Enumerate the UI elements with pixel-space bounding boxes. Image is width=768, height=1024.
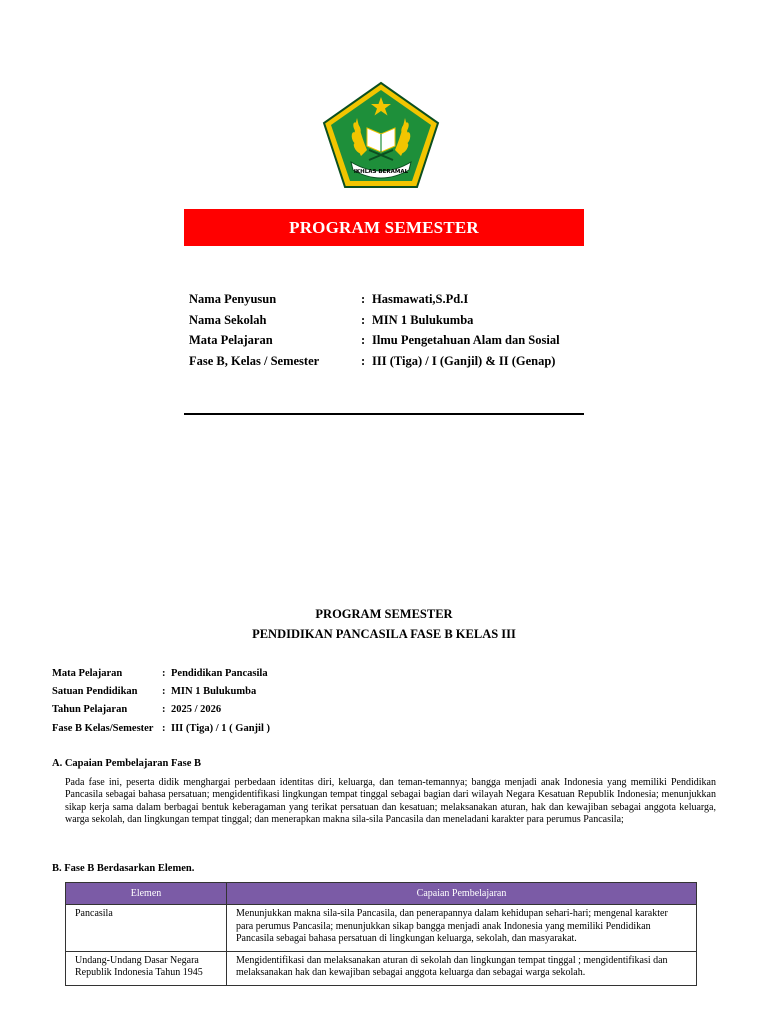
meta-colon: : xyxy=(162,704,166,716)
logo-motto: IKHLAS BERAMAL xyxy=(353,169,409,175)
cell-elemen: Pancasila xyxy=(66,905,227,952)
meta-value: 2025 / 2026 xyxy=(171,704,222,716)
meta-colon: : xyxy=(162,722,166,734)
table-row xyxy=(66,951,697,985)
cover-colon: : xyxy=(361,353,366,368)
doc-title: PROGRAM SEMESTER xyxy=(315,607,453,621)
cover-title: PROGRAM SEMESTER xyxy=(184,209,584,246)
cover-colon: : xyxy=(361,292,366,306)
cover-label: Nama Penyusun xyxy=(189,292,277,306)
meta-value: III (Tiga) / 1 ( Ganjil ) xyxy=(171,722,270,734)
section-a-paragraph: Pada fase ini, peserta didik menghargai perbedaan identitas diri, keluarga, dan teman-temannya; bangga menjadi anak Indonesia yang memiliki Pendidikan Pancasila sebagai bahasa persatuan; mengidentifikasi lingkungan tempat tinggal sebagai bagian dari wilayah Negara Kesatuan Republik Indonesia; menunjukkan sikap kerja sama dalam berbagai bentuk keberagaman yang terikat persatuan dan kesatuan; melaksanakan aturan, hak dan kewajiban sebagai anggota keluarga, warga sekolah, dan lingkungan tempat tinggal; dan menerapkan makna sila-sila Pancasila dan meneladani karakter para perumus Pancasila; xyxy=(65,777,716,825)
section-b-heading: B. Fase B Berdasarkan Elemen. xyxy=(52,863,195,874)
cover-value: Ilmu Pengetahuan Alam dan Sosial xyxy=(372,333,560,347)
cover-divider xyxy=(184,413,584,415)
cover-colon: : xyxy=(361,312,366,327)
meta-value: MIN 1 Bulukumba xyxy=(171,686,257,698)
meta-label: Tahun Pelajaran xyxy=(52,704,128,716)
meta-label: Satuan Pendidikan xyxy=(52,686,138,698)
cover-label: Fase B, Kelas / Semester xyxy=(189,353,320,368)
cell-capaian: Menunjukkan makna sila-sila Pancasila, dan penerapannya dalam kehidupan sehari-hari; mengenal karakter para perumus Pancasila; menunjukkan sikap bangga menjadi anak Indonesia yang memiliki Pendidikan Pancasila sebagai bahasa persatuan di lingkungan keluarga, sekolah, dan masyarakat. xyxy=(227,905,697,952)
meta-colon: : xyxy=(162,668,166,679)
cell-capaian: Mengidentifikasi dan melaksanakan aturan di sekolah dan lingkungan tempat tinggal ; mengidentifikasi dan melaksanakan hak dan kewajiban sebagai anggota keluarga dan sebagai warga sekolah. xyxy=(227,951,697,985)
meta-label: Fase B Kelas/Semester xyxy=(52,722,154,734)
elemen-table xyxy=(65,882,697,986)
meta-label: Mata Pelajaran xyxy=(52,668,123,679)
header-capaian: Capaian Pembelajaran xyxy=(227,883,697,905)
doc-subtitle: PENDIDIKAN PANCASILA FASE B KELAS III xyxy=(252,627,516,641)
section-a-heading: A. Capaian Pembelajaran Fase B xyxy=(52,758,202,769)
cover-value: MIN 1 Bulukumba xyxy=(372,312,474,327)
cover-label: Nama Sekolah xyxy=(189,312,267,327)
kemenag-logo xyxy=(321,80,441,190)
meta-colon: : xyxy=(162,686,166,698)
cover-value: III (Tiga) / I (Ganjil) & II (Genap) xyxy=(372,353,556,368)
cover-value: Hasmawati,S.Pd.I xyxy=(372,292,469,306)
cover-colon: : xyxy=(361,333,366,347)
cell-elemen: Undang-Undang Dasar Negara Republik Indonesia Tahun 1945 xyxy=(66,951,227,985)
table-row xyxy=(66,905,697,952)
table-header-row xyxy=(66,883,697,905)
meta-value: Pendidikan Pancasila xyxy=(171,668,268,679)
header-elemen: Elemen xyxy=(66,883,227,905)
cover-label: Mata Pelajaran xyxy=(189,333,273,347)
